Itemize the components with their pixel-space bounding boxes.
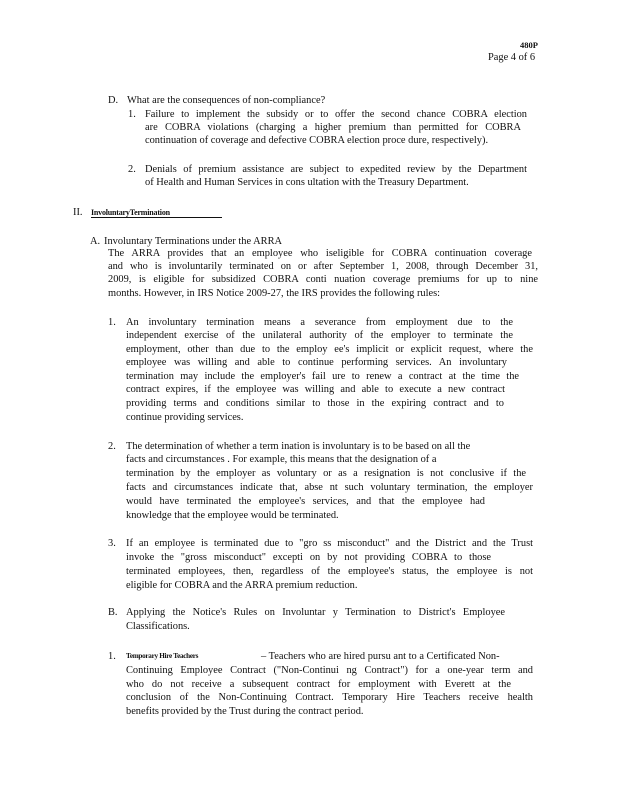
- rule-2-line: The determination of whether a term ination is involuntary is to be based on all the: [126, 441, 471, 452]
- section-a-paragraph-line: and who is involuntarily terminated on or after September 1, 2008, through December 31,: [108, 261, 538, 272]
- rule-1-line: contract expires, if the employee was willing and able to execute a new contract: [126, 384, 505, 395]
- section-d-item-1-line: continuation of coverage and defective COBRA election proce dure, respectively).: [145, 135, 489, 146]
- section-b-item-1-line: – Teachers who are hired pursu ant to a Certificated Non-: [261, 651, 500, 662]
- rule-3-line: If an employee is terminated due to "gro ss misconduct" and the District and the Trust: [126, 538, 533, 549]
- rule-1-number: 1.: [108, 317, 116, 328]
- rule-1-line: termination may include the employer's fail ure to renew a contract at the time the: [126, 371, 519, 382]
- section-b-item-1-line: benefits provided by the Trust during the contract period.: [126, 706, 364, 717]
- section-b-item-1-number: 1.: [108, 651, 116, 662]
- rule-1-line: independent exercise of the unilateral authority of the employer to terminate the: [126, 330, 513, 341]
- rule-3-line: terminated employees, then, regardless of the employee's status, the employee is not: [126, 566, 533, 577]
- section-d-item-2-number: 2.: [128, 164, 136, 175]
- section-b-heading-line: Applying the Notice's Rules on Involuntar y Termination to District's Employee: [126, 607, 505, 618]
- rule-3-line: invoke the "gross misconduct" excepti on by not providing COBRA to those: [126, 552, 491, 563]
- temporary-hire-teachers-term: Temporary Hire Teachers: [126, 652, 199, 660]
- rule-3-number: 3.: [108, 538, 116, 549]
- rule-1-line: providing terms and conditions similar to those in the expiring contract and to: [126, 398, 504, 409]
- section-ii-marker: II.: [73, 207, 83, 218]
- section-d-item-1-line: are COBRA violations (charging a higher premium than permitted for COBRA: [145, 122, 521, 133]
- section-a-marker: A.: [90, 236, 101, 247]
- section-b-item-1-line: conclusion of the Non-Continuing Contract. Temporary Hire Teachers receive health: [126, 692, 533, 703]
- section-d-heading: What are the consequences of non-compliance?: [127, 95, 326, 106]
- rule-2-number: 2.: [108, 441, 116, 452]
- rule-1-line: employee was willing and able to continue performing services. An involuntary: [126, 357, 507, 368]
- page-number: Page 4 of 6: [488, 52, 536, 63]
- section-d-item-2-line: Denials of premium assistance are subject to expedited review by the Department: [145, 164, 527, 175]
- rule-3-line: eligible for COBRA and the ARRA premium reduction.: [126, 580, 358, 591]
- rule-1-line: employment, other than due to the employ ee's implicit or explicit request, where the: [126, 344, 533, 355]
- section-ii-heading-underline: [91, 217, 222, 218]
- section-d-item-2-line: of Health and Human Services in cons ultation with the Treasury Department.: [145, 177, 469, 188]
- rule-2-line: facts and circumstances indicate that, abse nt such voluntary termination, the employer: [126, 482, 533, 493]
- section-b-marker: B.: [108, 607, 118, 618]
- section-d-item-1-line: Failure to implement the subsidy or to offer the second chance COBRA election: [145, 109, 527, 120]
- rule-2-line: would have terminated the employee's services, and that the employee had: [126, 496, 485, 507]
- section-a-paragraph-line: The ARRA provides that an employee who iseligible for COBRA continuation coverage: [108, 248, 532, 259]
- section-d-marker: D.: [108, 95, 119, 106]
- section-d-item-1-number: 1.: [128, 109, 136, 120]
- section-a-paragraph-line: months. However, in IRS Notice 2009-27, the IRS provides the following rules:: [108, 288, 441, 299]
- rule-2-line: facts and circumstances . For example, this means that the designation of a: [126, 454, 437, 465]
- section-ii-heading: InvoluntaryTermination: [91, 208, 170, 217]
- document-code: 480P: [520, 40, 538, 50]
- rule-2-line: termination by the employer as voluntary or as a resignation is not conclusive if the: [126, 468, 526, 479]
- section-b-heading-line: Classifications.: [126, 621, 190, 632]
- section-b-item-1-line: Continuing Employee Contract ("Non-Continui ng Contract") for a one-year term and: [126, 665, 533, 676]
- rule-1-line: continue providing services.: [126, 412, 244, 423]
- rule-2-line: knowledge that the employee would be terminated.: [126, 510, 339, 521]
- rule-1-line: An involuntary termination means a severance from employment due to the: [126, 317, 513, 328]
- section-a-heading: Involuntary Terminations under the ARRA: [104, 236, 283, 247]
- section-a-paragraph-line: 2009, is eligible for subsidized COBRA conti nuation coverage premiums for up to nine: [108, 274, 538, 285]
- section-b-item-1-line: who do not receive a subsequent contract for employment with Everett at the: [126, 679, 511, 690]
